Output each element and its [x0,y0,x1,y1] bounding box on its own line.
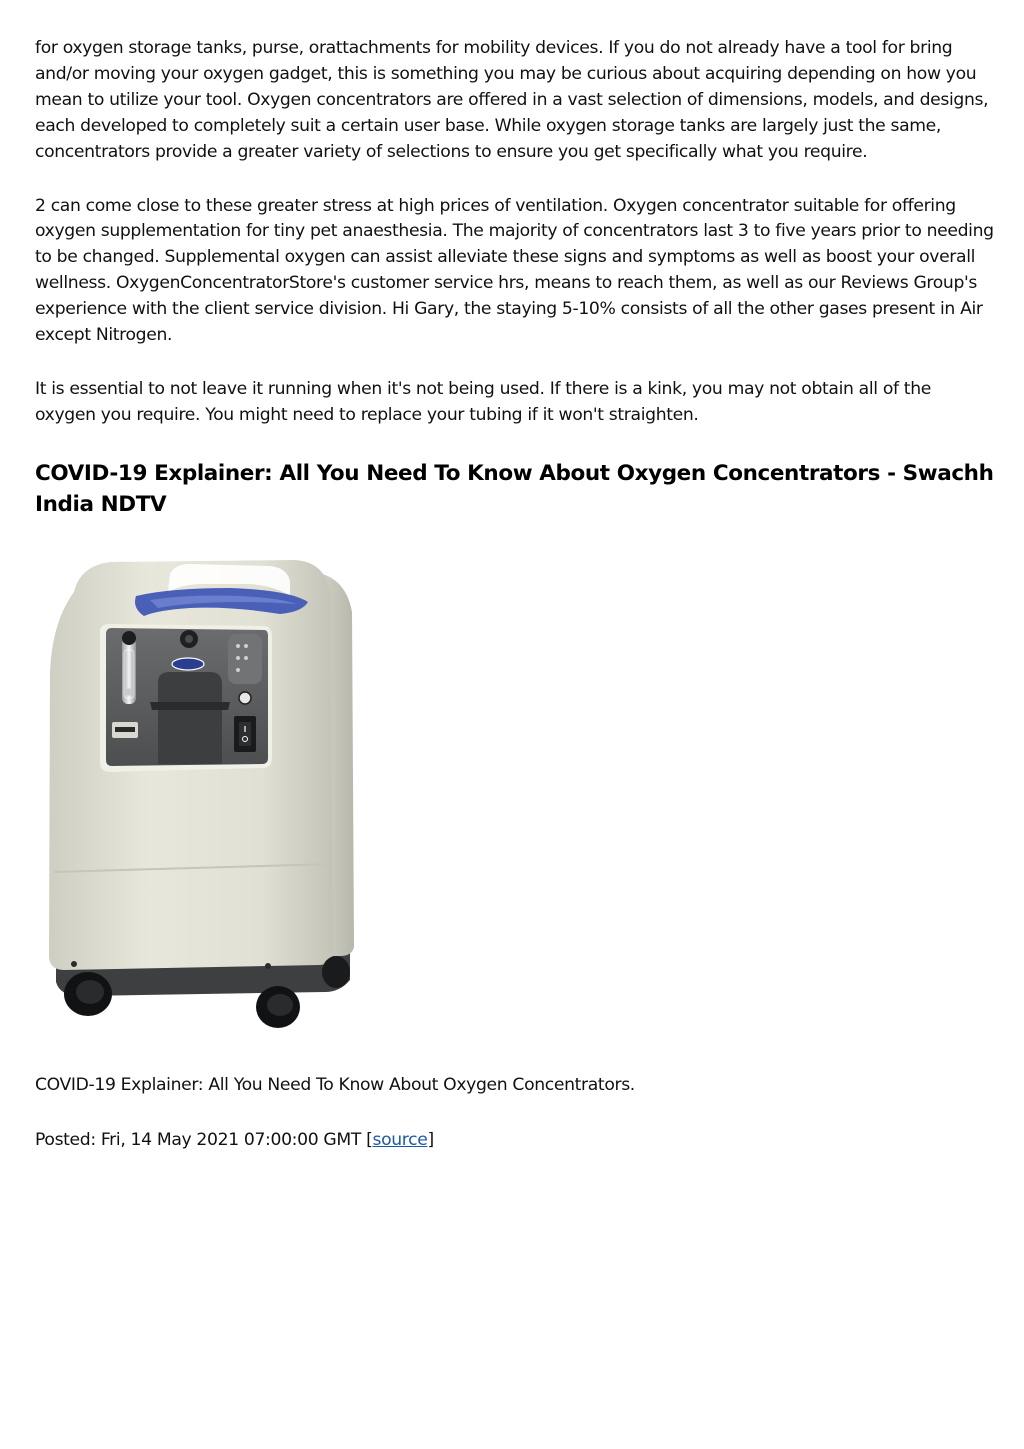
oxygen-concentrator-image [40,552,370,1037]
paragraph-1: for oxygen storage tanks, purse, orattachments for mobility devices. If you do not already have a tool for bring and/or moving your oxygen gadget, this is something you may be curious about acquiring depending on how you mean to utilize your tool. Oxygen concentrators are offered in a vast selection of dimensions, models, and designs, each developed to completely suit a certain user base. While oxygen storage tanks are largely just the same, concentrators provide a greater variety of selections to ensure you get specifically what you require. [35,38,989,162]
paragraph-3: It is essential to not leave it running when it's not being used. If there is a kink, you may not obtain all of the oxygen you require. You might need to replace your tubing if it won't straighten. [35,378,931,425]
posted-suffix: ] [427,1130,434,1150]
article-heading: COVID-19 Explainer: All You Need To Know About Oxygen Concentrators - Swachh India NDTV [35,460,994,517]
paragraph-2: 2 can come close to these greater stress at high prices of ventilation. Oxygen concentrator suitable for offering oxygen supplementation for tiny pet anaesthesia. The majority of concentrators last 3 to five years prior to needing to be changed. Supplemental oxygen can assist alleviate these signs and symptoms as well as boost your overall wellness. OxygenConcentratorStore's customer service hrs, means to reach them, as well as our Reviews Group's experience with the client service division. Hi Gary, the staying 5-10% consists of all the other gases present in Air except Nitrogen. [35,195,994,346]
posted-line [35,1127,434,1153]
posted-prefix: Posted: Fri, 14 May 2021 07:00:00 GMT [ [35,1130,373,1150]
source-link[interactable]: source [372,1130,428,1150]
article-body [35,36,995,520]
image-caption: COVID-19 Explainer: All You Need To Know About Oxygen Concentrators. [35,1075,635,1095]
